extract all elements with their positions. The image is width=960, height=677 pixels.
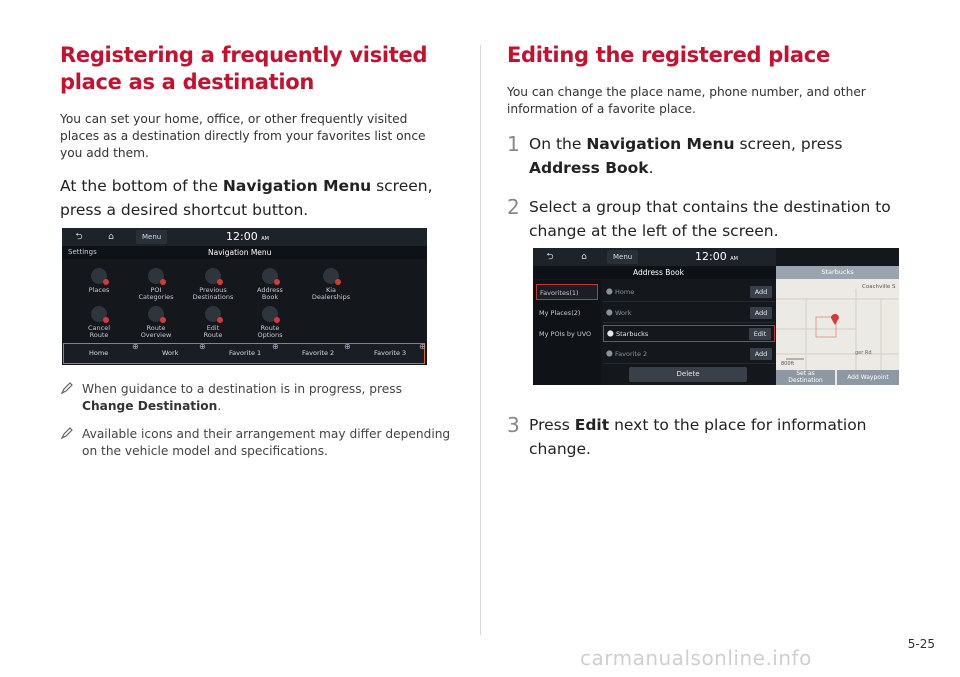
step2-text: Select a group that contains the destination to change at the left of the screen.: [529, 198, 891, 240]
menu-item-history[interactable]: [190, 268, 236, 301]
map-street-label: Coachville S: [862, 284, 896, 290]
map-pin-icon: [830, 312, 840, 325]
menu-item-label: Edit Route: [203, 324, 223, 339]
edit-button[interactable]: Edit: [749, 328, 771, 340]
step-text-post: screen, press a desired shortcut button.: [60, 177, 433, 219]
menu-button[interactable]: Menu: [136, 230, 167, 244]
shortcut-favorite-1[interactable]: Favorite 1: [229, 349, 262, 357]
title-bar: [533, 266, 776, 279]
step3-bold: Edit: [574, 416, 610, 434]
place-row[interactable]: [603, 305, 775, 323]
note-pencil-icon: [60, 381, 74, 395]
place-name: Work: [615, 308, 632, 317]
add-shortcut-icon[interactable]: ⊕: [132, 342, 139, 351]
kia-logo-icon: [323, 268, 339, 284]
column-divider: [480, 45, 481, 635]
step1-bold1: Navigation Menu: [586, 135, 735, 153]
note1-post: .: [217, 399, 222, 413]
shortcut-favorite-2[interactable]: Favorite 2: [302, 349, 335, 357]
note1-text: When guidance to a destination is in progress, press: [82, 382, 402, 396]
step1-mid: screen, press: [734, 135, 843, 153]
shortcut-home[interactable]: Home: [89, 349, 109, 357]
menu-item-label: Previous Destinations: [192, 286, 234, 301]
step-number: 3: [507, 413, 520, 437]
step1-post: .: [648, 159, 654, 177]
step3-text: Press: [529, 416, 575, 434]
instruction-step: [60, 174, 455, 222]
search-icon: [91, 268, 107, 284]
section-heading-editing: Editing the registered place: [507, 43, 830, 67]
step-1: [507, 132, 902, 180]
add-button[interactable]: Add: [750, 286, 772, 298]
note-pencil-icon: [60, 426, 74, 440]
badge-dot: [274, 317, 280, 323]
shortcut-work[interactable]: Work: [162, 349, 179, 357]
menu-item-label: Cancel Route: [87, 324, 111, 339]
badge-dot: [217, 279, 223, 285]
delete-button[interactable]: Delete: [629, 367, 747, 382]
add-shortcut-icon[interactable]: ⊕: [419, 342, 426, 351]
page-number: 5-25: [907, 637, 935, 651]
menu-item-label: POI Categories: [138, 286, 174, 301]
group-item[interactable]: Favorites(1): [536, 284, 598, 300]
top-bar: [62, 228, 427, 246]
step1-text: On the: [529, 135, 587, 153]
place-icon: ⬤: [606, 308, 613, 316]
step1-bold2: Address Book: [529, 159, 649, 177]
screen-title: Address Book: [633, 268, 684, 277]
menu-item-route-overview[interactable]: [133, 306, 179, 339]
clock-suffix: AM: [261, 236, 269, 242]
add-button[interactable]: Add: [750, 348, 772, 360]
home-icon[interactable]: ⌂: [581, 252, 587, 262]
menu-button[interactable]: Menu: [607, 250, 638, 264]
place-row[interactable]: [603, 284, 775, 302]
menu-item-route-options[interactable]: [247, 306, 293, 339]
place-icon: ⬤: [606, 288, 613, 295]
group-item[interactable]: My Places(2): [539, 309, 581, 317]
menu-item-label: Kia Dealerships: [311, 286, 351, 301]
note-2: [60, 426, 455, 460]
badge-dot: [335, 279, 341, 285]
back-icon[interactable]: ⮌: [75, 232, 83, 242]
top-bar: [533, 248, 776, 266]
step-2: [507, 195, 902, 243]
menu-item-label: Route Overview: [140, 324, 172, 339]
badge-dot: [217, 317, 223, 323]
step-3: [507, 413, 902, 461]
poi-icon: [148, 268, 164, 284]
note1-bold: Change Destination: [82, 399, 218, 413]
step3-post: next to the place for information change.: [529, 416, 867, 458]
badge-dot: [160, 279, 166, 285]
group-item[interactable]: My POIs by UVO: [539, 330, 592, 338]
badge-dot: [160, 317, 166, 323]
clock: [695, 250, 738, 263]
menu-item-label: Route Options: [257, 324, 283, 339]
cancel-route-icon: [91, 306, 107, 322]
badge-dot: [103, 279, 109, 285]
add-shortcut-icon[interactable]: ⊕: [344, 342, 351, 351]
place-row[interactable]: [603, 346, 775, 364]
add-shortcut-icon[interactable]: ⊕: [199, 342, 206, 351]
back-icon[interactable]: ⮌: [546, 252, 554, 262]
intro-paragraph: You can set your home, office, or other frequently visited places as a destination directly from your favorites list once you add them.: [60, 112, 426, 160]
navigation-menu-screenshot: [62, 228, 427, 365]
screen-title: Navigation Menu: [208, 248, 272, 257]
map-scale: 800ft: [781, 361, 795, 367]
group-list: [533, 280, 601, 385]
note-1: [60, 381, 455, 415]
note2-text: Available icons and their arrangement may differ depending on the vehicle model and specifications.: [82, 427, 451, 458]
menu-item-cancel-route[interactable]: [76, 306, 122, 339]
add-button[interactable]: Add: [750, 307, 772, 319]
address-book-icon: [262, 268, 278, 284]
clock-suffix: AM: [730, 256, 738, 262]
clock: [226, 230, 269, 243]
badge-dot: [274, 279, 280, 285]
map-panel[interactable]: [776, 266, 899, 385]
add-waypoint-button[interactable]: Add Waypoint: [837, 370, 899, 385]
intro-paragraph-right: You can change the place name, phone number, and other information of a favorite place.: [507, 85, 866, 116]
place-row[interactable]: [603, 325, 775, 342]
menu-item-edit-route[interactable]: [190, 306, 236, 339]
menu-item-kia-logo[interactable]: [308, 268, 354, 301]
title-bar: [62, 246, 427, 259]
menu-item-search[interactable]: [76, 268, 122, 294]
step-number: 2: [507, 195, 520, 219]
route-overview-icon: [148, 306, 164, 322]
menu-item-label: Address Book: [257, 286, 283, 301]
route-options-icon: [262, 306, 278, 322]
place-name: Favorite 2: [615, 349, 648, 358]
set-destination-button[interactable]: Set as Destination: [776, 370, 835, 385]
clock-time: 12:00: [695, 250, 727, 263]
settings-button[interactable]: Settings: [68, 248, 97, 256]
shortcut-favorite-3[interactable]: Favorite 3: [374, 349, 407, 357]
menu-item-poi[interactable]: [133, 268, 179, 301]
home-icon[interactable]: ⌂: [108, 232, 114, 242]
map-title: Starbucks: [776, 266, 899, 279]
menu-item-label: Places: [88, 286, 110, 294]
step-text: At the bottom of the: [60, 177, 223, 195]
address-book-screenshot: [533, 248, 899, 385]
step-number: 1: [507, 132, 520, 156]
shortcut-bar: [63, 343, 425, 364]
place-name: Home: [615, 288, 635, 296]
place-name: Starbucks: [616, 330, 649, 338]
badge-dot: [103, 317, 109, 323]
edit-route-icon: [205, 306, 221, 322]
map-road-label: ger Rd: [855, 350, 872, 356]
watermark: carmanualsonline.info: [580, 646, 812, 670]
history-icon: [205, 268, 221, 284]
place-icon: ⬤: [607, 330, 614, 337]
menu-item-address-book[interactable]: [247, 268, 293, 301]
section-heading-registering: Registering a frequently visited place as a destination: [60, 43, 428, 94]
clock-time: 12:00: [226, 230, 258, 243]
place-icon: ⬤: [606, 349, 613, 357]
add-shortcut-icon[interactable]: ⊕: [272, 342, 279, 351]
step-bold: Navigation Menu: [222, 177, 372, 195]
